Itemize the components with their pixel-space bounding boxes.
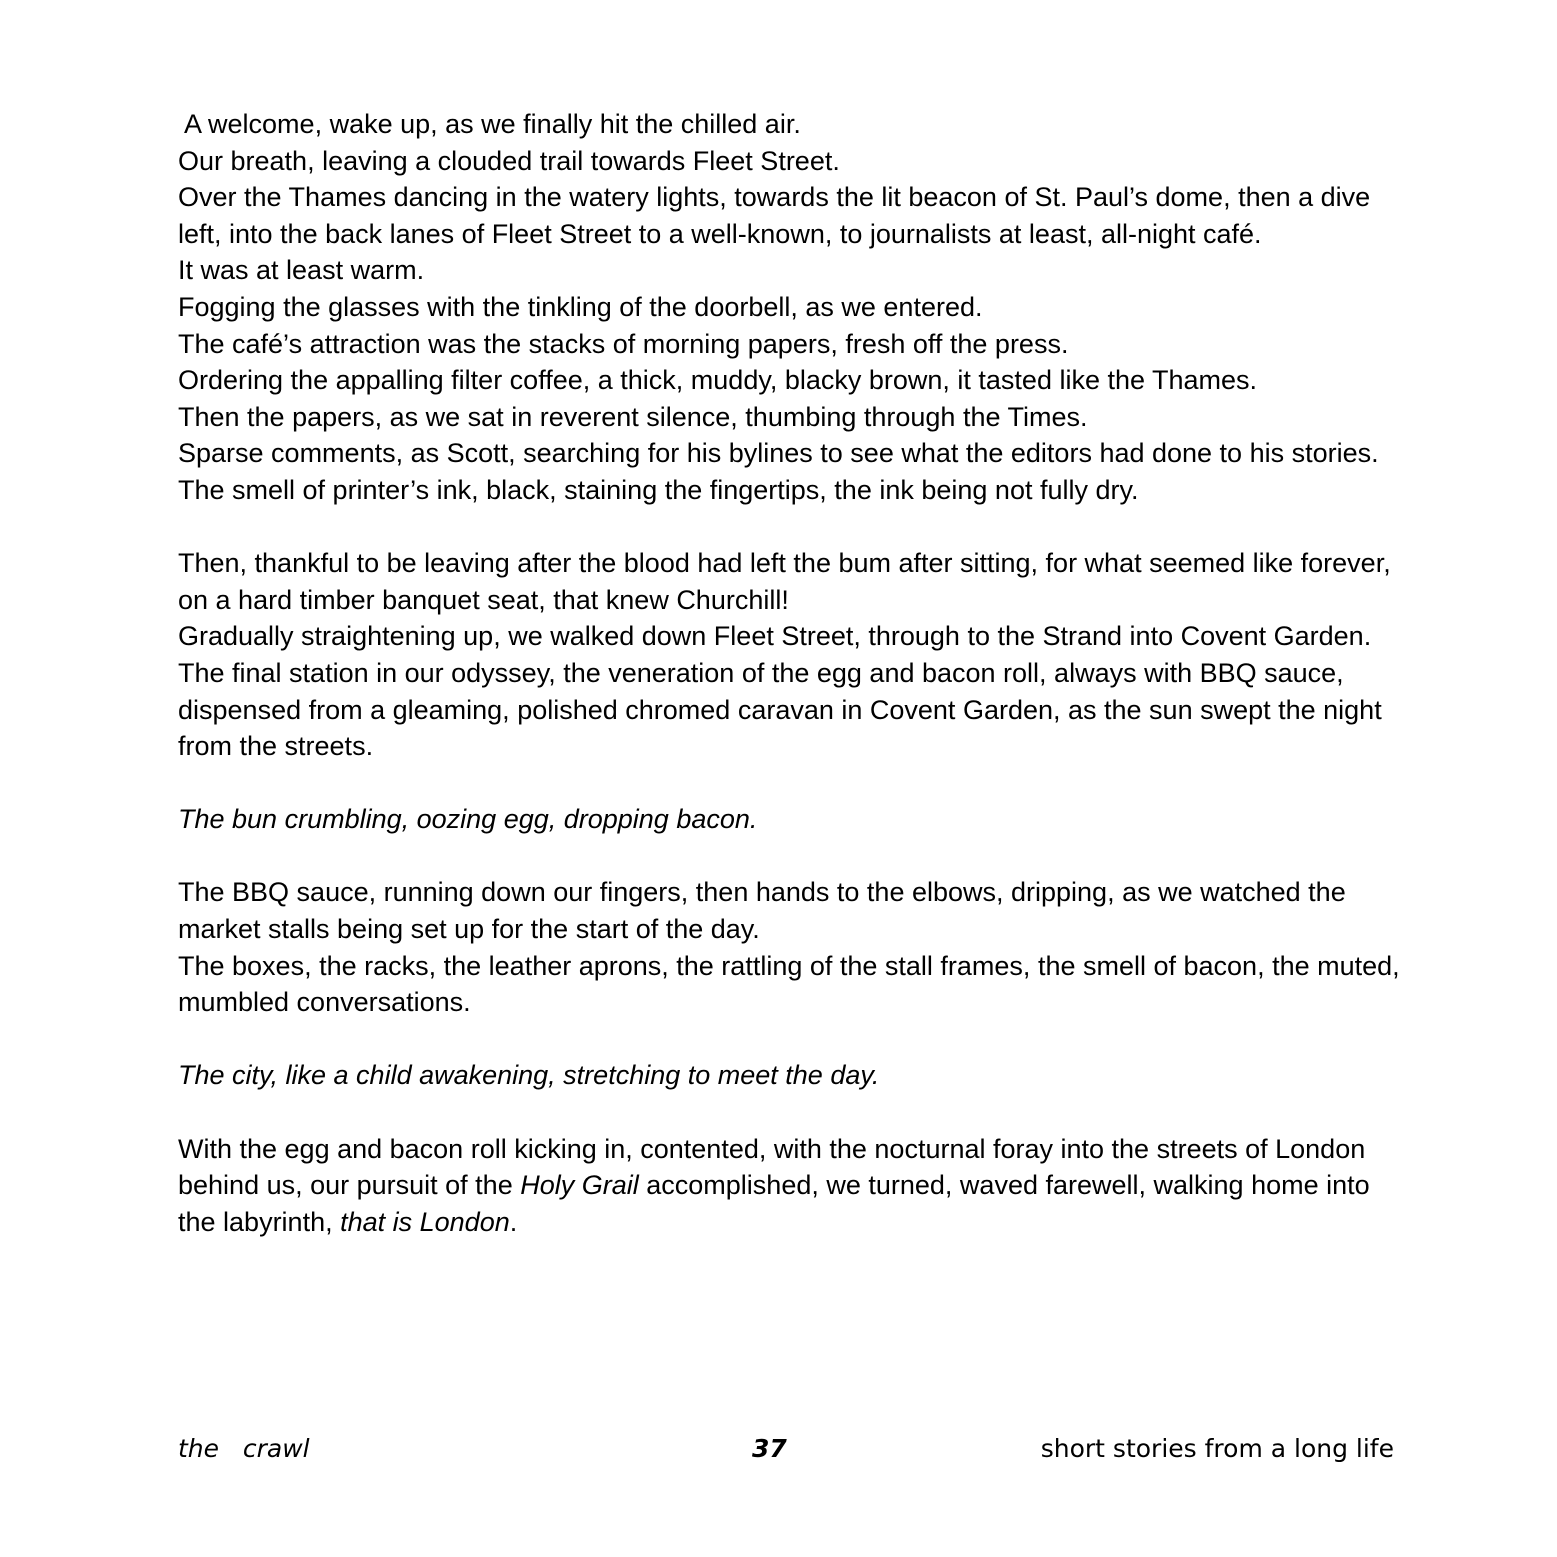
page-number: 37 [752, 1434, 787, 1463]
italic-run: Holy Grail [520, 1170, 639, 1201]
paragraph-spacer [178, 1094, 1408, 1131]
page-footer [0, 1434, 1557, 1470]
story-body [178, 106, 1408, 1240]
text-line: Then the papers, as we sat in reverent silence, thumbing through the Times. [178, 401, 1088, 432]
text-run: With the egg and bacon roll kicking in, contented, with the nocturnal foray into the streets of London behind us, our pursuit of the [178, 1133, 1366, 1201]
text-line: It was at least warm. [178, 255, 425, 286]
text-line: The final station in our odyssey, the veneration of the egg and bacon roll, always with BBQ sauce, dispensed from a gleaming, polished chromed caravan in Covent Garden, as the sun swept the night from the streets. [178, 657, 1382, 762]
text-line: Gradually straightening up, we walked down Fleet Street, through to the Strand into Covent Garden. [178, 621, 1372, 652]
paragraph-spacer [178, 838, 1408, 875]
text-line: The BBQ sauce, running down our fingers, then hands to the elbows, dripping, as we watched the market stalls being set up for the start of the day. [178, 877, 1346, 945]
paragraph-spacer [178, 1021, 1408, 1058]
paragraph-spacer [178, 509, 1408, 546]
italic-line: The city, like a child awakening, stretching to meet the day. [178, 1060, 880, 1091]
text-line: Over the Thames dancing in the watery lights, towards the lit beacon of St. Paul’s dome, then a dive left, into the back lanes of Fleet Street to a well-known, to journalists at least, all-night café. [178, 182, 1371, 249]
text-line: Ordering the appalling filter coffee, a thick, muddy, blacky brown, it tasted like the Thames. [178, 365, 1258, 396]
text-line: A welcome, wake up, as we finally hit the chilled air. [178, 109, 801, 139]
final-paragraph [178, 1131, 1408, 1241]
text-line: The boxes, the racks, the leather aprons, the rattling of the stall frames, the smell of bacon, the muted, mumbled conversations. [178, 950, 1400, 1018]
footer-book-title: short stories from a long life [1040, 1434, 1394, 1463]
footer-story-title: the crawl [178, 1434, 310, 1463]
text-line: The café’s attraction was the stacks of morning papers, fresh off the press. [178, 328, 1069, 359]
text-run: accomplished, we turned, waved farewell, walking home into the labyrinth, [178, 1170, 1370, 1237]
text-line: Sparse comments, as Scott, searching for his bylines to see what the editors had done to his stories. [178, 438, 1379, 469]
paragraph-spacer [178, 765, 1408, 802]
text-line: Our breath, leaving a clouded trail towards Fleet Street. [178, 145, 840, 176]
italic-run: that is London [340, 1206, 510, 1237]
text-line: Fogging the glasses with the tinkling of the doorbell, as we entered. [178, 291, 983, 322]
italic-line: The bun crumbling, oozing egg, dropping bacon. [178, 804, 758, 835]
text-line: Then, thankful to be leaving after the blood had left the bum after sitting, for what seemed like forever, on a hard timber banquet seat, that knew Churchill! [178, 548, 1391, 615]
text-line: The smell of printer’s ink, black, staining the fingertips, the ink being not fully dry. [178, 474, 1139, 505]
text-run: . [509, 1206, 518, 1237]
